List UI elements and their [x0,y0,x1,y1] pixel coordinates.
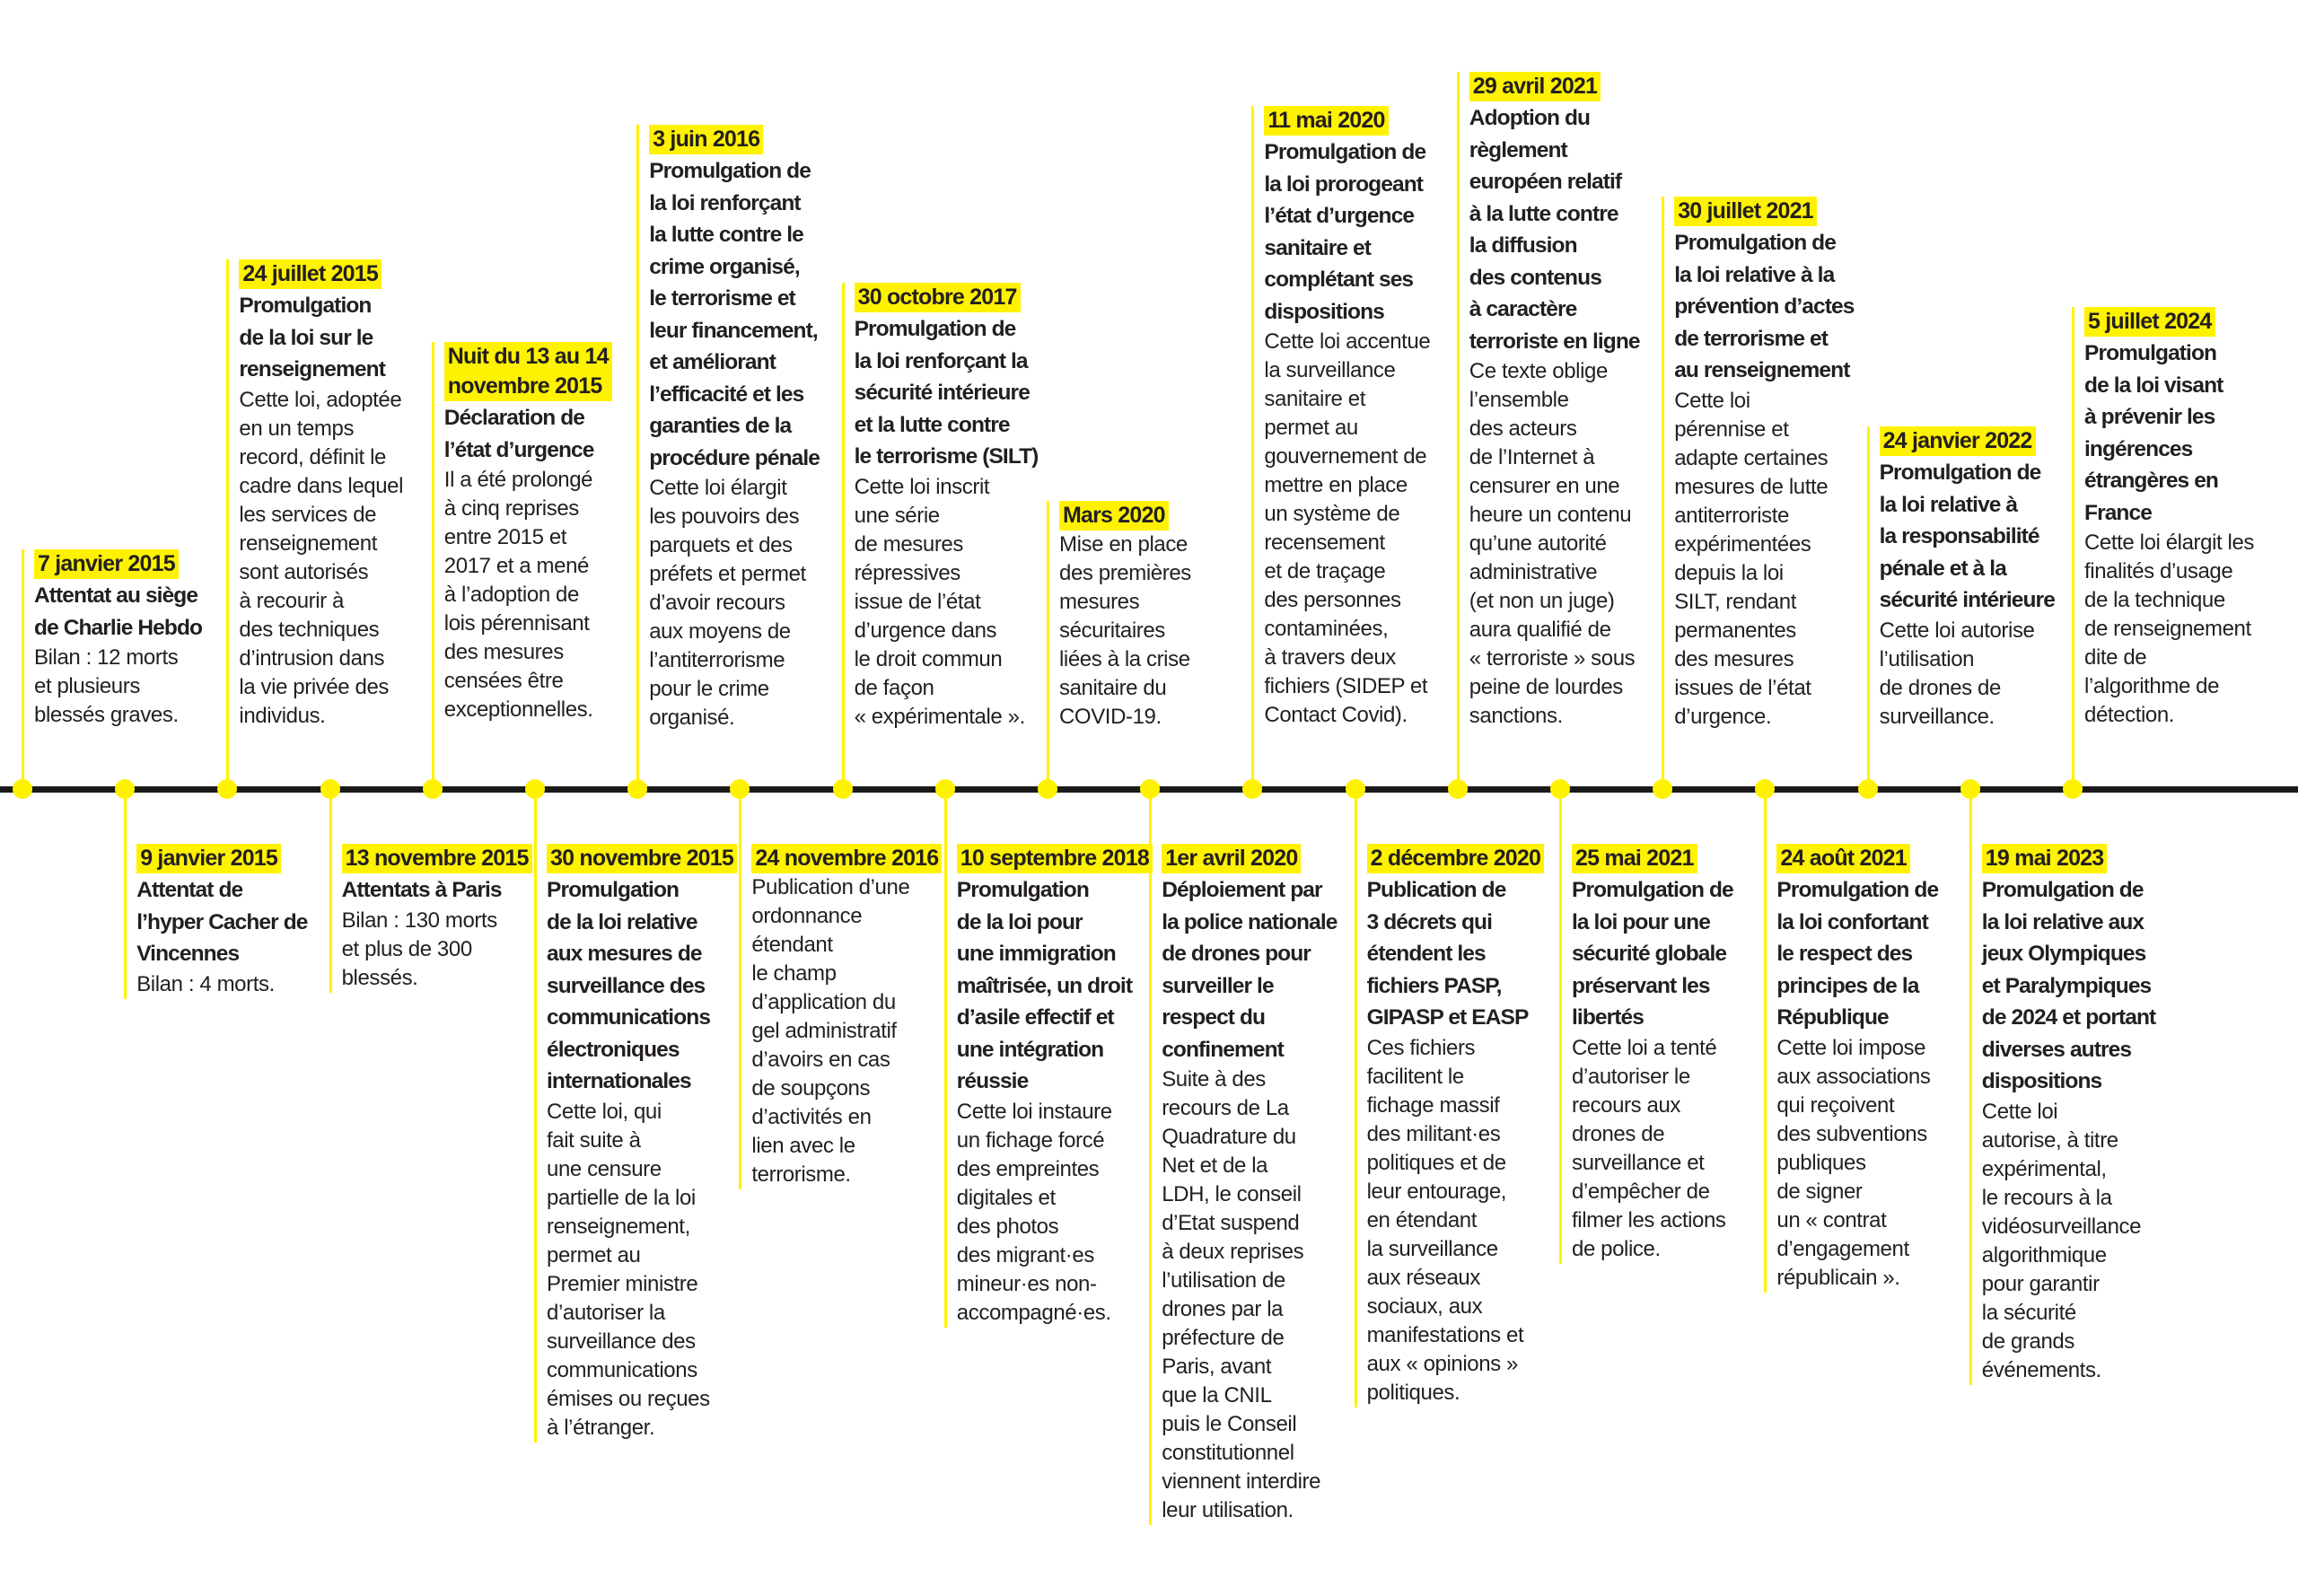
timeline-marker [1653,779,1672,799]
event-title: Publication de 3 décrets qui étendent les fichiers PASP, GIPASP et EASP [1366,878,1529,1030]
timeline-marker [1755,779,1775,799]
event-title: Déclaration de l’état d’urgence [443,406,594,462]
event-date: 19 mai 2023 [1982,844,2108,873]
event-description: Cette loi autorise l’utilisation de drones de surveillance. [1879,618,2035,729]
timeline-event [342,844,531,993]
event-title: Promulgation de la loi prorogeant l’état d’urgence sanitaire et complétant ses dispositions [1264,140,1426,324]
timeline-event [751,844,940,1189]
event-date: 5 juillet 2024 [2084,307,2215,337]
timeline-marker [2063,779,2083,799]
timeline-event [1162,844,1350,1525]
event-date: 7 janvier 2015 [34,549,179,579]
event-description: Cette loi pérennise et adapte certaines mesures de lutte antiterroriste expérimentées depuis la loi SILT, rendant permanentes des mesures issues de l’état d’urgence. [1674,388,1829,729]
event-date: 1er avril 2020 [1162,844,1301,873]
event-title: Promulgation de la loi renforçant la sécurité intérieure et la lutte contre le terrorisme (SILT) [854,317,1039,469]
event-title: Promulgation de la loi visant à prévenir les ingérences étrangères en France [2084,341,2223,525]
event-description: Bilan : 130 morts et plus de 300 blessés. [341,908,497,990]
event-date: Nuit du 13 au 14 novembre 2015 [444,342,612,401]
event-title: Déploiement par la police nationale de drones pour surveiller le respect du confinement [1162,878,1338,1062]
event-title: Promulgation de la loi relative aux mesures de surveillance des communications électroniques internationales [547,878,711,1093]
timeline-event [547,844,735,1443]
timeline-marker [833,779,853,799]
event-title: Promulgation de la loi confortant le respect des principes de la République [1776,878,1939,1030]
event-date: 24 août 2021 [1776,844,1910,873]
timeline-marker [1550,779,1570,799]
event-connector [1764,789,1767,1293]
event-title: Attentats à Paris [341,878,502,902]
event-description: Mise en place des premières mesures sécuritaires liées à la crise sanitaire du COVID-19. [1059,532,1191,729]
event-title: Promulgation de la loi sur le renseignement [239,294,385,381]
event-connector [1559,789,1562,1264]
timeline-event [1367,844,1556,1407]
timeline-marker [13,779,32,799]
event-date: 3 juin 2016 [649,125,763,154]
event-date: Mars 2020 [1059,501,1169,531]
timeline-event [1059,501,1248,732]
timeline-event [239,259,427,731]
event-connector [739,789,741,1189]
event-description: Cette loi instaure un fichage forcé des empreintes digitales et des photos des migrant·es mineur·es non- accompagné·es. [956,1099,1112,1325]
event-connector [1251,106,1254,789]
event-connector [1149,789,1152,1525]
timeline-event [1469,72,1658,731]
event-date: 10 septembre 2018 [957,844,1153,873]
timeline-event [444,342,633,724]
event-date: 25 mai 2021 [1572,844,1697,873]
event-connector [22,549,24,789]
event-connector [1867,426,1870,789]
event-title: Attentat au siège de Charlie Hebdo [34,583,203,640]
event-description: Cette loi inscrit une série de mesures répressives issue de l’état d’urgence dans le droit commun de façon « expérimentale ». [854,474,1025,729]
event-description: Ces fichiers facilitent le fichage massif des militant·es politiques et de leur entourage, en étendant la surveillance aux réseaux sociaux, aux manifestations et aux « opinions » politiques. [1366,1035,1524,1405]
timeline-event [956,844,1149,1328]
event-connector [226,259,229,789]
event-description: Cette loi a tenté d’autoriser le recours aux drones de surveillance et d’empêcher de filmer les actions de police. [1572,1035,1726,1261]
timeline-marker [1346,779,1365,799]
event-description: Bilan : 4 morts. [136,971,275,996]
event-connector [1047,501,1049,789]
event-connector [1355,789,1357,1407]
event-title: Attentat de l’hyper Cacher de Vincennes [136,878,308,966]
event-date: 24 juillet 2015 [239,259,382,289]
event-date: 30 novembre 2015 [547,844,737,873]
event-title: Promulgation de la loi pour une immigration maîtrisée, un droit d’asile effectif et une intégration réussie [956,878,1133,1093]
event-title: Promulgation de la loi relative à la responsabilité pénale et à la sécurité intérieure [1879,460,2055,612]
event-connector [432,342,434,789]
timeline-marker [1960,779,1980,799]
event-description: Cette loi accentue la surveillance sanitaire et permet au gouvernement de mettre en place un système de recensement et de traçage des personnes contaminées, à travers deux fichiers (SIDEP et Contact Covid). [1264,329,1431,727]
timeline-marker [1448,779,1468,799]
event-description: Suite à des recours de La Quadrature du Net et de la LDH, le conseil d’Etat suspend à deux reprises l’utilisation de drones par la préfecture de Paris, avant que la CNIL puis le Conseil constitutionnel viennent interdire leur utilisation. [1162,1067,1321,1522]
timeline-marker [1140,779,1160,799]
timeline-marker [730,779,750,799]
timeline-marker [627,779,647,799]
event-title: Adoption du règlement européen relatif à la lutte contre la diffusion des contenus à caractère terroriste en ligne [1469,106,1640,354]
event-connector [534,789,537,1443]
event-title: Promulgation de la loi pour une sécurité globale préservant les libertés [1572,878,1733,1030]
timeline-event [1264,106,1452,730]
event-description: Cette loi élargit les finalités d’usage de la technique de renseignement dite de l’algorithme de détection. [2084,531,2255,727]
event-description: Cette loi autorise, à titre expérimental, le recours à la vidéosurveillance algorithmique pour garantir la sécurité de grands événements. [1981,1099,2142,1382]
timeline-marker [1858,779,1878,799]
event-date: 29 avril 2021 [1469,72,1601,101]
timeline-event [855,283,1043,732]
event-connector [842,283,845,789]
timeline-event [1880,426,2068,732]
event-connector [1969,789,1972,1385]
event-connector [329,789,332,993]
event-description: Cette loi élargit les pouvoirs des parquets et des préfets et permet d’avoir recours aux moyens de l’antiterrorisme pour le crime organisé. [649,476,806,730]
event-title: Promulgation de la loi renforçant la lutte contre le crime organisé, le terrorisme et leur financement, et améliorant l’efficacité et les garanties de la procédure pénale [649,159,820,470]
timeline-event [136,844,325,999]
event-connector [944,789,947,1328]
event-connector [2072,307,2074,789]
event-connector [1662,197,1664,789]
timeline-marker [320,779,340,799]
event-date: 9 janvier 2015 [136,844,281,873]
event-title: Promulgation de la loi relative aux jeux Olympiques et Paralympiques de 2024 et portant diverses autres dispositions [1981,878,2156,1093]
timeline-event [649,125,838,732]
event-date: 11 mai 2020 [1264,106,1388,136]
timeline-event [34,549,223,730]
timeline-event [2084,307,2273,730]
event-connector [1457,72,1460,789]
timeline-event [1674,197,1863,732]
event-date: 30 octobre 2017 [855,283,1021,312]
event-date: 24 novembre 2016 [751,844,942,873]
event-date: 2 décembre 2020 [1367,844,1545,873]
timeline-event [1982,844,2171,1385]
timeline-marker [115,779,135,799]
event-date: 24 janvier 2022 [1880,426,2036,456]
event-description: Cette loi, adoptée en un temps record, définit le cadre dans lequel les services de renseignement sont autorisés à recourir à des techniques d’intrusion dans la vie privée des individus. [239,387,404,728]
event-connector [124,789,127,999]
timeline-marker [423,779,443,799]
event-description: Bilan : 12 morts et plusieurs blessés graves. [34,645,179,727]
event-connector [636,125,639,789]
event-description: Cette loi, qui fait suite à une censure partielle de la loi renseignement, permet au Premier ministre d’autoriser la surveillance des communications émises ou reçues à l’étranger. [547,1099,710,1440]
event-description: Cette loi impose aux associations qui reçoivent des subventions publiques de signer un « contrat d’engagement républicain ». [1776,1035,1931,1290]
timeline-marker [525,779,545,799]
timeline-marker [935,779,955,799]
timeline-marker [217,779,237,799]
event-description: Ce texte oblige l’ensemble des acteurs de l’Internet à censurer en une heure un contenu qu’une autorité administrative (et non un juge) aura qualifié de « terroriste » sous peine de lourdes sanctions. [1469,359,1636,728]
event-description: Publication d’une ordonnance étendant le champ d’application du gel administratif d’avoirs en cas de soupçons d’activités en lien avec le terrorisme. [751,875,910,1187]
timeline-event [1776,844,1965,1293]
event-title: Promulgation de la loi relative à la prévention d’actes de terrorisme et au renseignement [1674,231,1855,382]
event-description: Il a été prolongé à cinq reprises entre 2015 et 2017 et a mené à l’adoption de lois pérennisant des mesures censées être exceptionnelles. [443,468,593,722]
event-date: 30 juillet 2021 [1674,197,1817,226]
timeline-marker [1242,779,1262,799]
timeline-event [1572,844,1760,1264]
event-date: 13 novembre 2015 [342,844,532,873]
timeline-marker [1038,779,1057,799]
